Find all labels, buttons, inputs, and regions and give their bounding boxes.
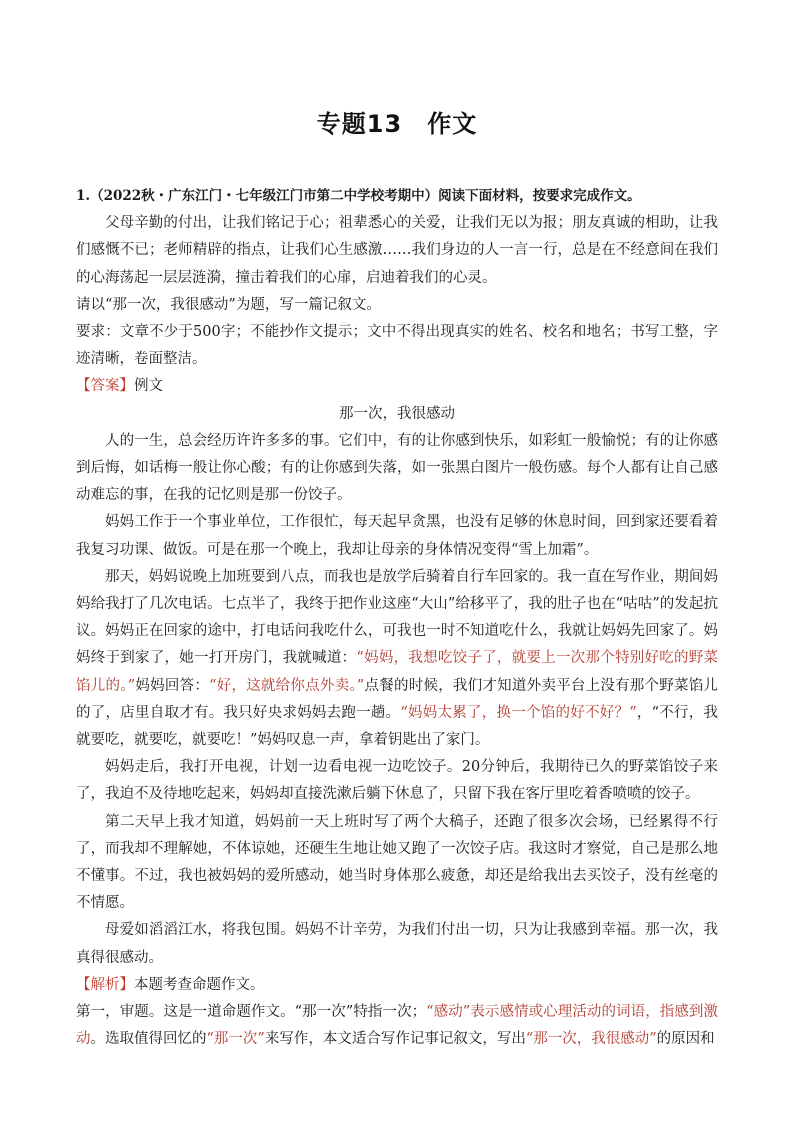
page-title: 专题13 作文 xyxy=(316,110,478,138)
answer-label: 【答案】 xyxy=(76,378,134,395)
question-header xyxy=(76,183,718,210)
analysis-red-3: “那一次，我很感动” xyxy=(525,1031,657,1048)
question-number: 1. xyxy=(76,188,91,204)
question-instruction: 阅读下面材料，按要求完成作文。 xyxy=(438,188,641,204)
essay-paragraph-4: 妈妈走后，我打开电视，计划一边看电视一边吃饺子。20分钟后，我期待已久的野菜馅饺子来了，我迫不及待地吃起来，妈妈却直接洗漱后躺下休息了，只留下我在客厅里吃着香喷喷的饺子。 xyxy=(76,759,718,803)
essay-paragraph-6: 母爱如滔滔江水，将我包围。妈妈不计辛劳，为我们付出一切，只为让我感到幸福。那一次，我真得很感动。 xyxy=(76,922,718,966)
question-source: （2022秋・广东江门・七年级江门市第二中学校考期中） xyxy=(90,188,439,204)
essay-title: 那一次，我很感动 xyxy=(339,405,455,422)
analysis-label: 【解析】 xyxy=(76,976,134,993)
essay-paragraph-3 xyxy=(76,564,718,754)
p3-text-c: 点餐的时候，我们才知道外卖平台上没有那个野菜馅儿的了，店里自取才有。我只好央求妈妈去跑一趟。 xyxy=(76,677,718,721)
essay-paragraph-5: 第二天早上我才知道，妈妈前一天上班时写了两个大稿子，还跑了很多次会场，已经累得不行了，而我却不理解她，不体谅她，还硬生生地让她又跑了一次饺子店。我这时才察觉，自己是那么地不懂事。不过，我也被妈妈的爱所感动，她当时身体那么疲惫，却还是给我出去买饺子，没有丝毫的不情愿。 xyxy=(76,813,718,912)
p3-text-d: ，“不行，我就要吃，就要吃，就要吃！”妈妈叹息一声，拿着钥匙出了家门。 xyxy=(76,704,718,749)
analysis-red-2: “那一次” xyxy=(206,1031,265,1048)
essay-paragraph-1: 人的一生，总会经历许许多多的事。它们中，有的让你感到快乐，如彩虹一般愉悦；有的让你感到后悔，如话梅一般让你心酸；有的让你感到失落，如一张黑白图片一般伤感。每个人都有让自己感动难忘的事，在我的记忆则是那一份饺子。 xyxy=(76,432,718,504)
analysis-text-a: 第一，审题。这是一道命题作文。“那一次”特指一次； xyxy=(76,1004,427,1021)
p3-text-a: 那天，妈妈说晚上加班要到八点，而我也是放学后骑着自行车回家的。我一直在写作业，期间妈妈给我打了几次电话。七点半了，我终于把作业这座“大山”给移平了，我的肚子也在“咕咕”的发起抗议。妈妈正在回家的途中，打电话问我吃什么，可我也一时不知道吃什么，我就让妈妈先回家了。妈妈终于到家了，她一打开房门，我就喊道： xyxy=(76,568,718,667)
answer-label-suffix: 例文 xyxy=(134,378,163,395)
analysis-text-b: 。选取值得回忆的 xyxy=(90,1031,207,1048)
p3-quote-2: “好，这就给你点外卖。” xyxy=(209,677,365,694)
analysis-red-1: “感动”表示感情或心理活动的词语，指感到激动 xyxy=(76,1004,719,1048)
p3-quote-3: “妈妈太累了，换一个馅的好不好？” xyxy=(400,704,637,721)
analysis-text-c: 来写作，本文适合写作记事记叙文，写出 xyxy=(264,1031,526,1048)
analysis-header xyxy=(76,972,718,999)
analysis-paragraph xyxy=(76,999,718,1053)
p3-text-b: 妈妈回答： xyxy=(135,677,210,694)
analysis-text-d: 的原因和 xyxy=(656,1031,715,1048)
question-material: 父母辛勤的付出，让我们铭记于心；祖辈悉心的关爱，让我们无以为报；朋友真诚的相助，让我们感慨不已；老师精辟的指点，让我们心生感激……我们身边的人一言一行，总是在不经意间在我们的心海荡起一层层涟漪，撞击着我们的心扉，启迪着我们的心灵。 xyxy=(76,215,718,286)
analysis-intro: 本题考查命题作文。 xyxy=(134,976,265,993)
p3-quote-1: “妈妈，我想吃饺子了，就要上一次那个特别好吃的野菜馅儿的。” xyxy=(76,650,719,694)
question-requirements: 要求：文章不少于500字；不能抄作文提示；文中不得出现真实的姓名、校名和地名；书写工整，字迹清晰，卷面整洁。 xyxy=(76,324,718,368)
essay-paragraph-2: 妈妈工作于一个事业单位，工作很忙，每天起早贪黑，也没有足够的休息时间，回到家还要看着我复习功课、做饭。可是在那一个晚上，我却让母亲的身体情况变得“雪上加霜”。 xyxy=(76,514,718,558)
question-prompt: 请以“那一次，我很感动”为题，写一篇记叙文。 xyxy=(76,296,381,313)
answer-header xyxy=(76,373,718,400)
document-body xyxy=(76,183,718,1054)
